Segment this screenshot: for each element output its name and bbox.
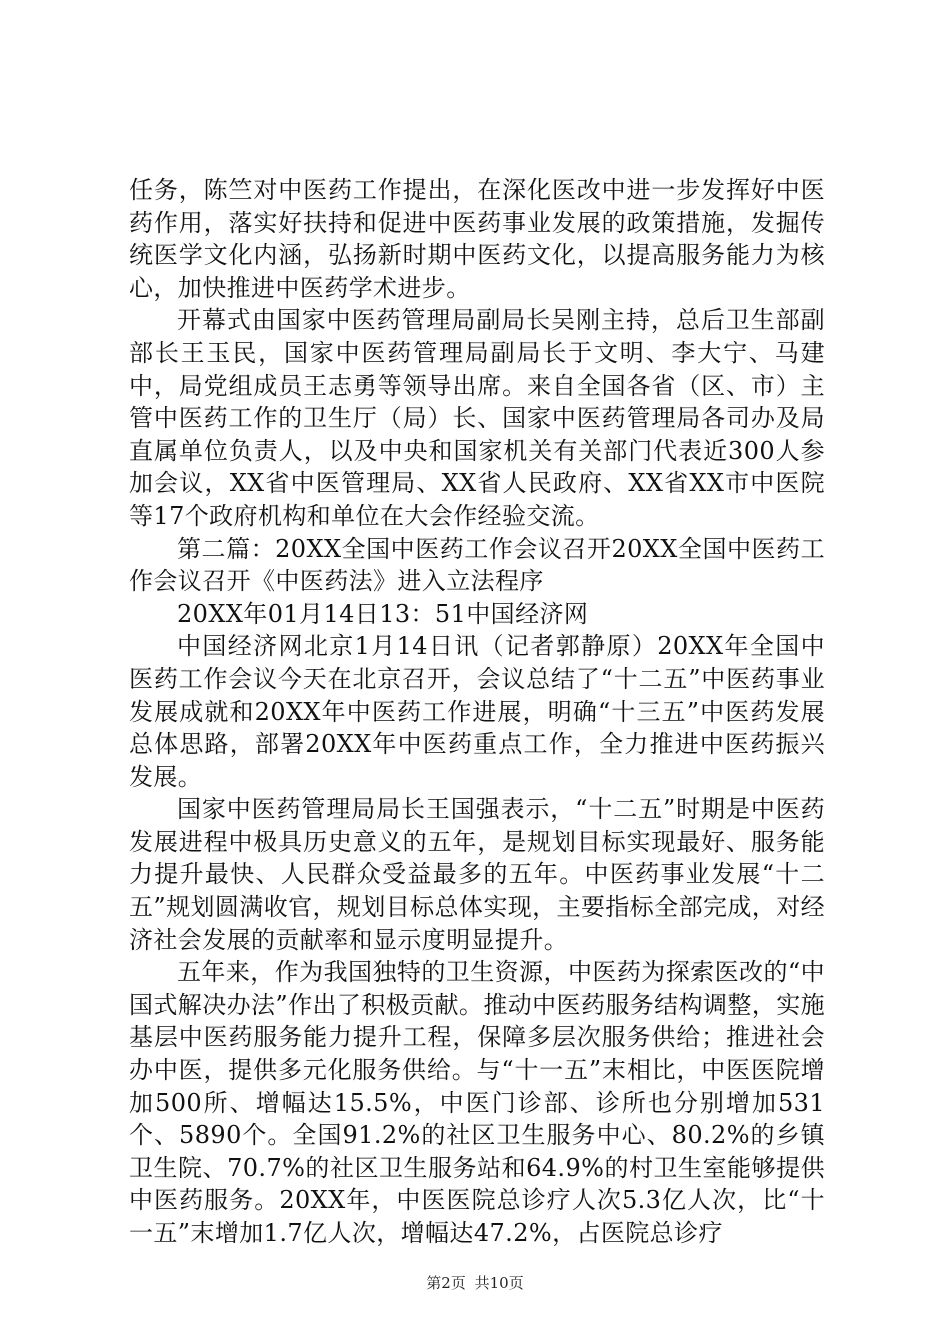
paragraph-five-years: 五年来，作为我国独特的卫生资源，中医药为探索医改的“中国式解决办法”作出了积极贡献。推动中医药服务结构调整，实施基层中医药服务能力提升工程，保障多层次服务供给；推进社会办中医，提供多元化服务供给。与“十一五”末相比，中医医院增加500所、增幅达15.5%，中医门诊部、诊所也分别增加531个、5890个。全国91.2%的社区卫生服务中心、80.2%的乡镇卫生院、70.7%的社区卫生服务站和64.9%的村卫生室能够提供中医药服务。20XX年，中医医院总诊疗人次5.3亿人次，比“十一五”末增加1.7亿人次，增幅达47.2%，占医院总诊疗 [129, 958, 825, 1247]
paragraph-opening-ceremony: 开幕式由国家中医药管理局副局长吴刚主持，总后卫生部副部长王玉民，国家中医药管理局副局长于文明、李大宁、马建中，局党组成员王志勇等领导出席。来自全国各省（区、市）主管中医药工作的卫生厅（局）长、国家中医药管理局各司办及局直属单位负责人，以及中央和国家机关有关部门代表近300人参加会议，XX省中医管理局、XX省人民政府、XX省XX市中医院等17个政府机构和单位在大会作经验交流。 [129, 306, 825, 530]
section-heading-part-two: 第二篇：20XX全国中医药工作会议召开20XX全国中医药工作会议召开《中医药法》进入立法程序 [129, 534, 825, 596]
dateline: 20XX年01月14日13：51中国经济网 [177, 599, 589, 628]
paragraph-director-statement: 国家中医药管理局局长王国强表示，“十二五”时期是中医药发展进程中极具历史意义的五年，是规划目标实现最好、服务能力提升最快、人民群众受益最多的五年。中医药事业发展“十二五”规划圆满收官，规划目标总体实现，主要指标全部完成，对经济社会发展的贡献率和显示度明显提升。 [129, 795, 825, 954]
page-footer [0, 1272, 950, 1293]
document-body [129, 174, 825, 1250]
paragraph-news-lead: 中国经济网北京1月14日讯（记者郭静原）20XX年全国中医药工作会议今天在北京召开，会议总结了“十二五”中医药事业发展成就和20XX年中医药工作进展，明确“十三五”中医药发展总体思路，部署20XX年中医药重点工作，全力推进中医药振兴发展。 [129, 632, 825, 791]
page-number: 第2页 [426, 1274, 466, 1292]
page-total: 共10页 [474, 1274, 524, 1292]
paragraph-continuation: 任务，陈竺对中医药工作提出，在深化医改中进一步发挥好中医药作用，落实好扶持和促进中医药事业发展的政策措施，发掘传统医学文化内涵，弘扬新时期中医药文化，以提高服务能力为核心，加快推进中医药学术进步。 [129, 176, 825, 302]
